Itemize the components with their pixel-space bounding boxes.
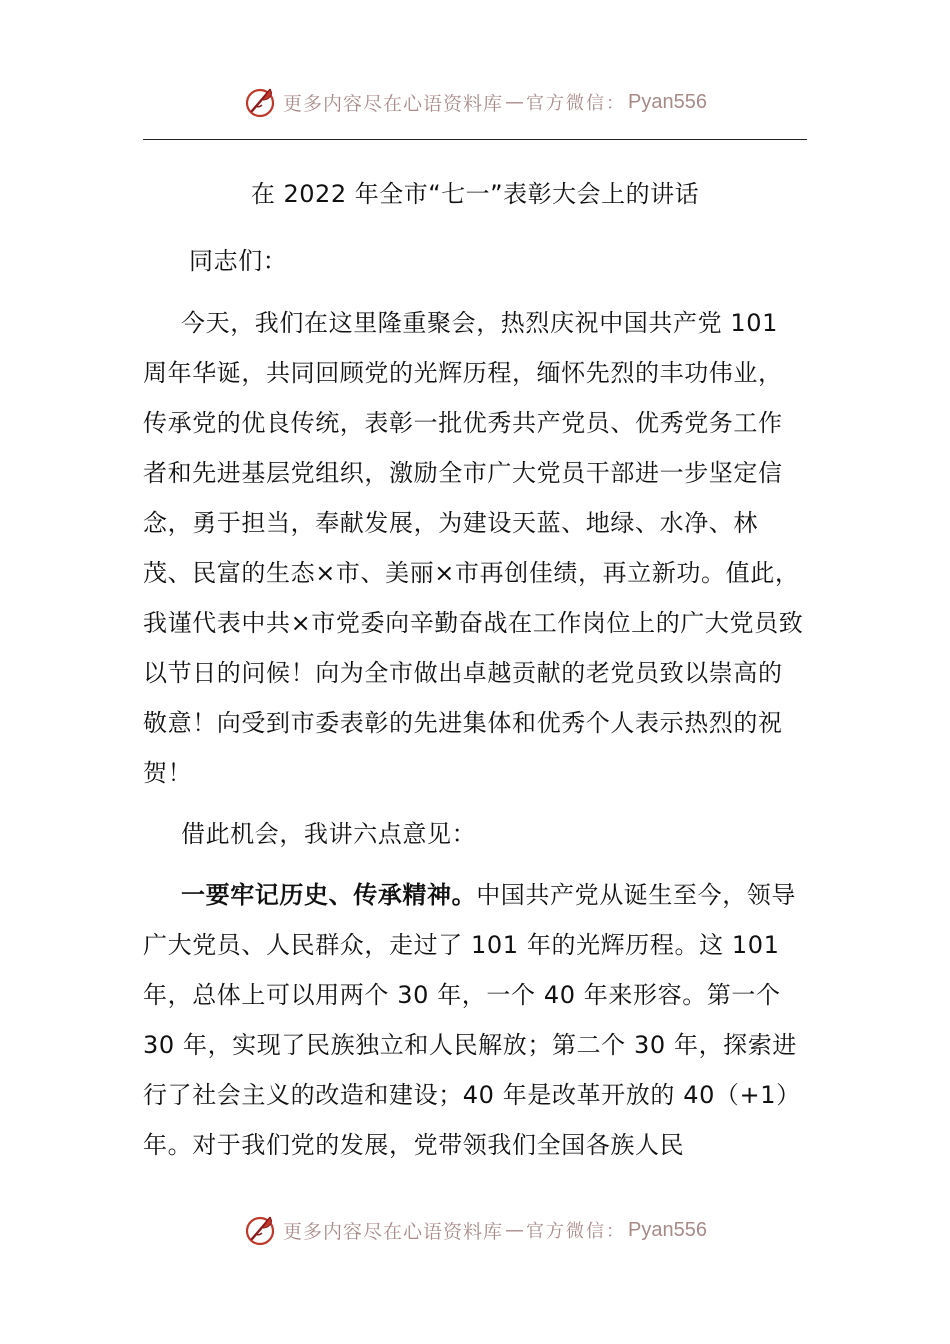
header-divider [143,139,807,140]
footer-wechat-label: 官方微信： [526,1221,627,1242]
header-dash: — [505,91,525,113]
page-title: 在 2022 年全市“七一”表彰大会上的讲话 [250,180,700,208]
salutation: 同志们： [189,247,288,275]
footer-dash: — [505,1219,525,1241]
footer-wechat-id: Pyan556 [628,1218,707,1241]
header-slogan: 更多内容尽在心语资料库 [283,92,504,115]
footer-slogan: 更多内容尽在心语资料库 [283,1220,504,1243]
paragraph-opening: 今天，我们在这里隆重聚会，热烈庆祝中国共产党 101 周年华诞，共同回顾党的光辉历程，缅怀先烈的丰功伟业，传承党的优良传统，表彰一批优秀共产党员、优秀党务工作者和先进基层党组织，激励全市广大党员干部进一步坚定信念，勇于担当，奉献发展，为建设天蓝、地绿、水净、林茂、民富的生态×市、美丽×市再创佳绩，再立新功。值此，我谨代表中共×市党委向辛勤奋战在工作岗位上的广大党员致以节日的问候！向为全市做出卓越贡献的老党员致以崇高的敬意！向受到市委表彰的先进集体和优秀个人表示热烈的祝贺！ [143,309,804,787]
quill-logo-icon [243,1212,279,1248]
section-one-body: 中国共产党从诞生至今，领导广大党员、人民群众，走过了 101 年的光辉历程。这 101 年，总体上可以用两个 30 年，一个 40 年来形容。第一个 30 年，实现了民族独立和人民解放；第二个 30 年，探索进行了社会主义的改造和建设；40 年是改革开放的 40（+1）年。对于我们党的发展，党带领我们全国各族人民 [143,881,801,1159]
paragraph-intro-points: 借此机会，我讲六点意见： [181,820,477,848]
header-wechat-id: Pyan556 [628,90,707,113]
quill-logo-icon [243,84,279,120]
paragraph-section-one [143,870,807,1170]
footer-watermark [0,1208,950,1252]
section-one-heading: 一要牢记历史、传承精神。 [181,881,477,909]
document-body [143,236,807,1181]
header-watermark [0,80,950,124]
header-wechat-label: 官方微信： [526,93,627,114]
